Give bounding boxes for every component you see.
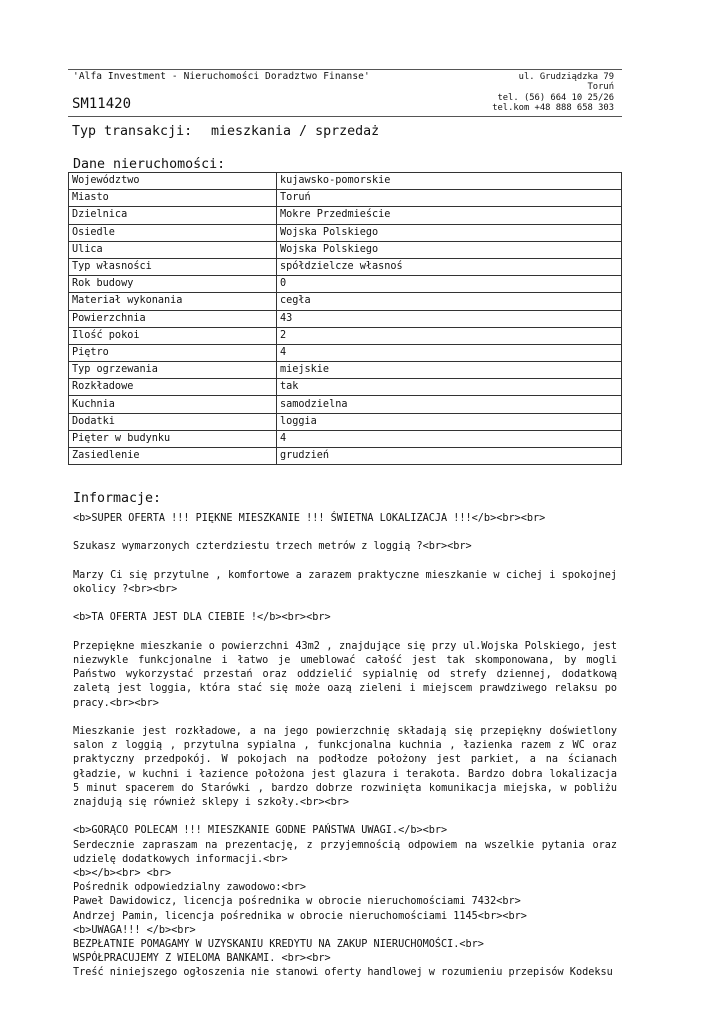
table-row [69, 448, 622, 465]
transaction-label: Typ transakcji: [72, 124, 193, 139]
header-top-rule [68, 69, 622, 70]
property-value: 2 [277, 327, 622, 344]
info-section-title: Informacje: [73, 491, 162, 506]
property-key: Dzielnica [69, 207, 277, 224]
property-key: Typ ogrzewania [69, 362, 277, 379]
table-row [69, 224, 622, 241]
description-line: Serdecznie zapraszam na prezentację, z przyjemnością odpowiem na wszelkie pytania oraz udzielę dodatkowych informacji.<br> [73, 839, 617, 865]
offer-code: SM11420 [72, 96, 132, 112]
property-key: Zasiedlenie [69, 448, 277, 465]
table-row [69, 413, 622, 430]
property-key: Materiał wykonania [69, 293, 277, 310]
transaction-value: mieszkania / sprzedaż [211, 124, 380, 139]
table-row [69, 344, 622, 361]
description-line: Pośrednik odpowiedzialny zawodowo:<br> [73, 882, 307, 894]
table-row [69, 207, 622, 224]
company-name: 'Alfa Investment - Nieruchomości Doradztwo Finanse' [73, 71, 370, 82]
description-paragraph: Przepiękne mieszkanie o powierzchni 43m2 , znajdujące się przy ul.Wojska Polskiego, jest niezwykle funkcjonalne i łatwo je umeblować całość jest tak skomponowana, by mogli Państwo wykorzystać przestań oraz oddzielić sypialnię od strefy dziennej, dodatkową zaletą jest loggia, która stać się może oazą zieleni i miejscem prawdziwego relaksu po pracy.<br><br> [73, 640, 617, 709]
property-key: Rok budowy [69, 276, 277, 293]
property-value: 43 [277, 310, 622, 327]
property-key: Ilość pokoi [69, 327, 277, 344]
property-key: Typ własności [69, 258, 277, 275]
property-value: 4 [277, 344, 622, 361]
property-value: cegła [277, 293, 622, 310]
description-line: Paweł Dawidowicz, licencja pośrednika w obrocie nieruchomościami 7432<br> [73, 896, 521, 908]
description-line: <b>GORĄCO POLECAM !!! MIESZKANIE GODNE PAŃSTWA UWAGI.</b><br> [73, 825, 448, 837]
description-line: Treść niniejszego ogłoszenia nie stanowi oferty handlowej w rozumieniu przepisów Kodeksu [73, 967, 613, 979]
property-value: tak [277, 379, 622, 396]
property-key: Województwo [69, 173, 277, 190]
property-key: Ulica [69, 241, 277, 258]
description-paragraph: Marzy Ci się przytulne , komfortowe a zarazem praktyczne mieszkanie w cichej i spokojnej okolicy ?<br><br> [73, 569, 617, 595]
property-value: 4 [277, 430, 622, 447]
property-value: Wojska Polskiego [277, 241, 622, 258]
mobile-number: tel.kom +48 888 658 303 [492, 103, 614, 113]
table-row [69, 327, 622, 344]
property-section-title: Dane nieruchomości: [73, 157, 226, 172]
header-bottom-rule [68, 116, 622, 117]
property-value: grudzień [277, 448, 622, 465]
address-street: ul. Grudziądzka 79 [518, 72, 614, 82]
table-row [69, 241, 622, 258]
property-key: Rozkładowe [69, 379, 277, 396]
address-city: Toruń [587, 82, 614, 92]
property-key: Osiedle [69, 224, 277, 241]
property-value: Wojska Polskiego [277, 224, 622, 241]
property-value: kujawsko-pomorskie [277, 173, 622, 190]
table-row [69, 173, 622, 190]
property-value: loggia [277, 413, 622, 430]
description-line: Andrzej Pamin, licencja pośrednika w obrocie nieruchomościami 1145<br><br> [73, 910, 527, 922]
table-row [69, 362, 622, 379]
property-value: Mokre Przedmieście [277, 207, 622, 224]
table-row [69, 190, 622, 207]
property-table [68, 172, 622, 465]
property-value: spółdzielcze własnoś [277, 258, 622, 275]
table-row [69, 293, 622, 310]
property-value: 0 [277, 276, 622, 293]
table-row [69, 430, 622, 447]
table-row [69, 379, 622, 396]
property-key: Pięter w budynku [69, 430, 277, 447]
property-key: Miasto [69, 190, 277, 207]
property-value: Toruń [277, 190, 622, 207]
table-row [69, 310, 622, 327]
transaction-type [72, 124, 379, 139]
table-row [69, 258, 622, 275]
property-value: samodzielna [277, 396, 622, 413]
description-line: BEZPŁATNIE POMAGAMY W UZYSKANIU KREDYTU NA ZAKUP NIERUCHOMOŚCI.<br> [73, 939, 484, 950]
description-paragraph: Mieszkanie jest rozkładowe, a na jego powierzchnię składają się przepiękny doświetlony salon z loggią , przytulna sypialna , funkcjonalna kuchnia , łazienka razem z WC oraz praktyczny przedpokój. W pokojach na podłodze położony jest parkiet, a na ścianach gładzie, w kuchni i łazience położona jest glazura i terakota. Bardzo dobra lokalizacja 5 minut spacerem do Starówki , bardzo dobrze rozwinięta komunikacja miejska, w pobliżu znajdują się również sklepy i szkoły.<br><br> [73, 725, 617, 808]
property-key: Dodatki [69, 413, 277, 430]
description-line: <b>UWAGA!!! </b><br> [73, 924, 196, 936]
table-row [69, 396, 622, 413]
description-line: WSPÓŁPRACUJEMY Z WIELOMA BANKAMI. <br><br> [73, 953, 331, 965]
table-row [69, 276, 622, 293]
description-body [73, 512, 617, 981]
property-value: miejskie [277, 362, 622, 379]
description-paragraph: <b>SUPER OFERTA !!! PIĘKNE MIESZKANIE !!! ŚWIETNA LOKALIZACJA !!!</b><br><br> [73, 513, 546, 524]
property-key: Piętro [69, 344, 277, 361]
phone-number: tel. (56) 664 10 25/26 [497, 93, 614, 103]
description-line: <b></b><br> <br> [73, 867, 172, 879]
description-paragraph: Szukasz wymarzonych czterdziestu trzech metrów z loggią ?<br><br> [73, 541, 472, 553]
description-paragraph: <b>TA OFERTA JEST DLA CIEBIE !</b><br><br> [73, 612, 331, 624]
property-key: Powierzchnia [69, 310, 277, 327]
property-key: Kuchnia [69, 396, 277, 413]
